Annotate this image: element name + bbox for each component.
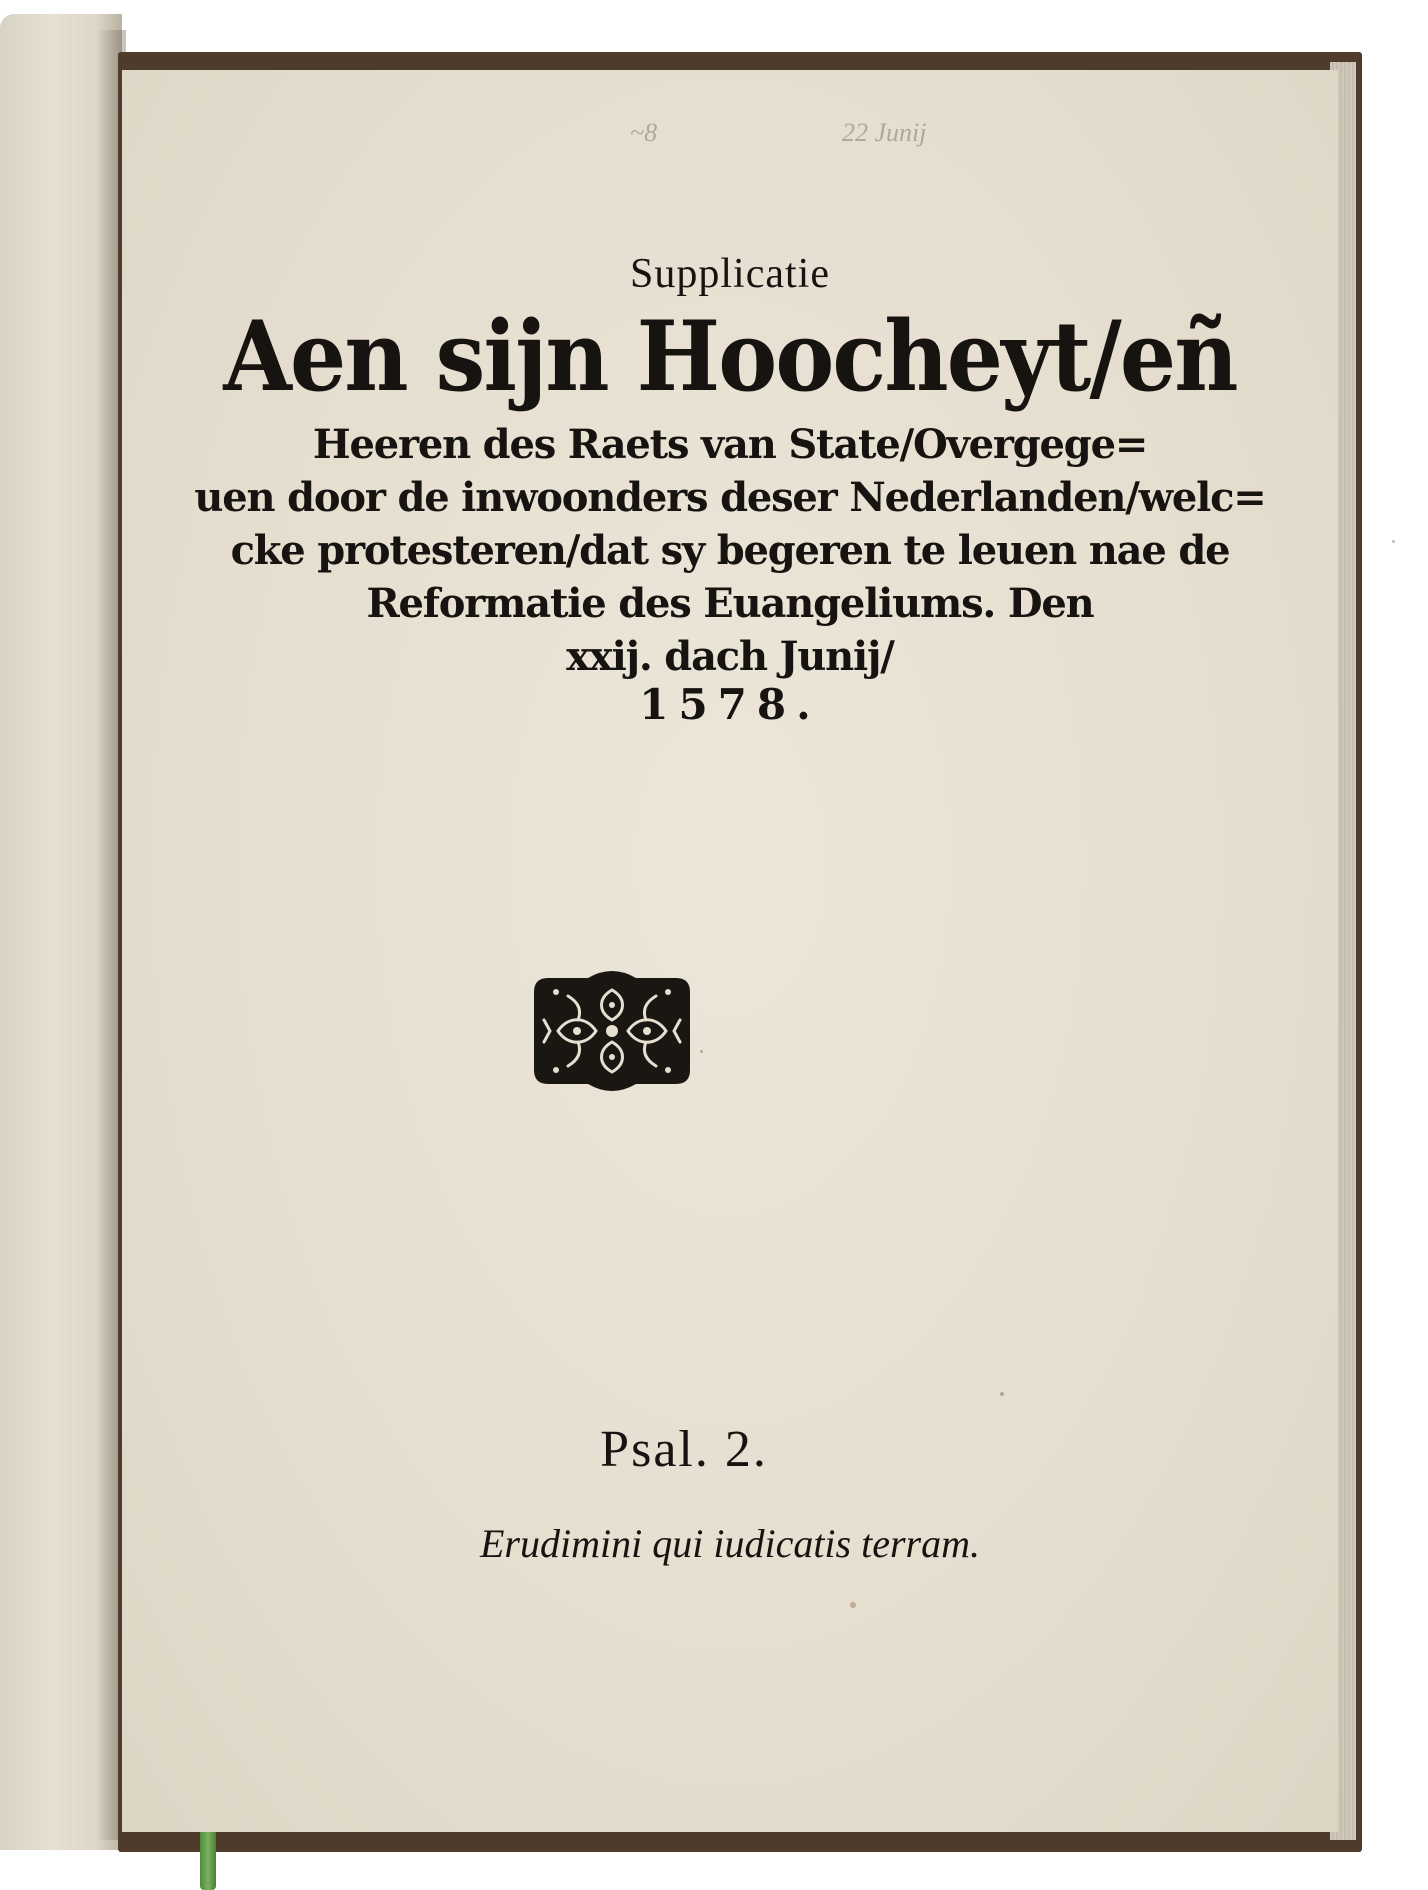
- title-line-1: Heeren des Raets van State/Overgege=: [312, 421, 1148, 468]
- title-line-4: Reformatie des Euangeliums. Den: [366, 580, 1094, 627]
- year-line: 1578.: [639, 680, 821, 729]
- bookmark-ribbon: [200, 1832, 216, 1890]
- motto: Erudimini qui iudicatis terram.: [480, 1521, 980, 1566]
- title-line-3: cke protesteren/dat sy begeren te leuen nae de: [230, 527, 1230, 574]
- printers-ornament-icon: [528, 968, 696, 1094]
- paper-speck: [700, 1050, 703, 1053]
- paper-speck: [1392, 540, 1395, 543]
- heading-supplicatie: Supplicatie: [630, 251, 830, 297]
- paper-stain: [850, 1602, 856, 1608]
- paper-speck: [1000, 1392, 1004, 1396]
- title-line-5: xxij. dach Junij/: [566, 633, 894, 680]
- main-title: Aen sijn Hoocheyt/eñ: [223, 300, 1237, 413]
- pencil-note-right: 22 Junij: [842, 118, 927, 147]
- psalm-reference: Psal. 2.: [600, 1421, 768, 1478]
- title-line-2: uen door de inwoonders deser Nederlanden/welc=: [194, 474, 1266, 521]
- pencil-note-left: ~8: [630, 118, 658, 147]
